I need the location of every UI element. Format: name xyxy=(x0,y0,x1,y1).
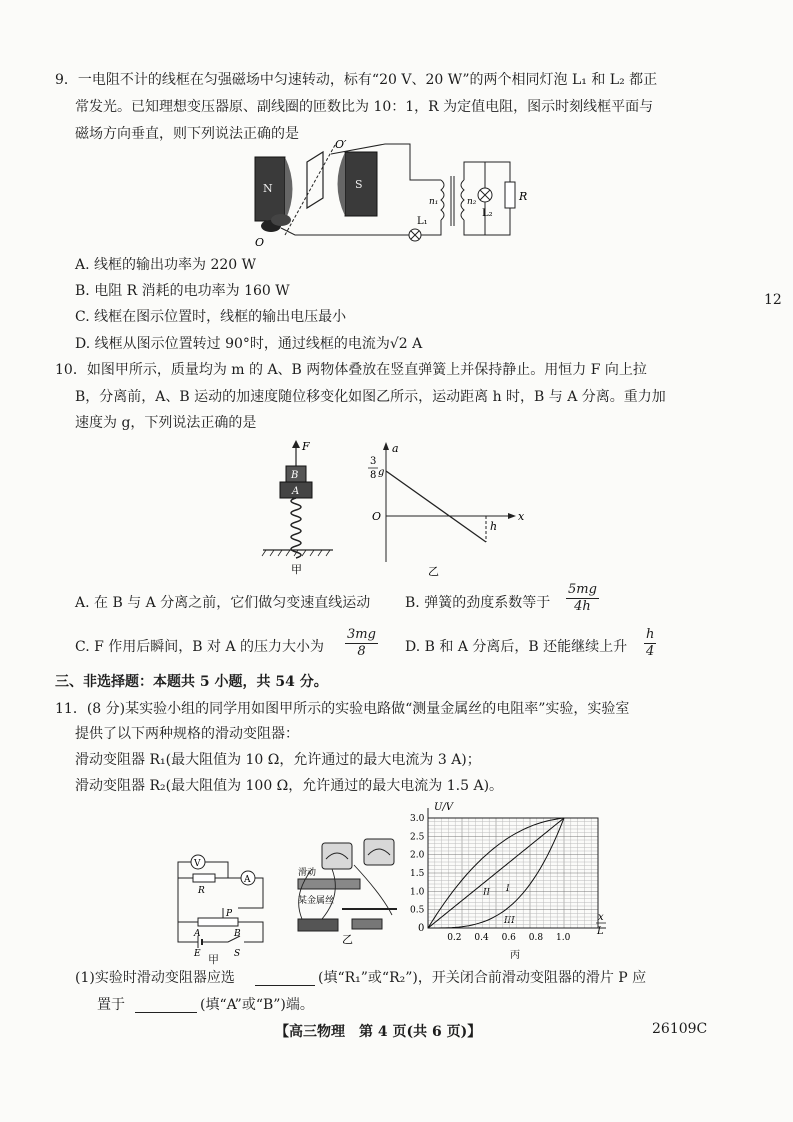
end-a-label: A xyxy=(194,929,201,939)
q9-option-c: C. 线框在图示位置时，线框的输出电压最小 xyxy=(75,309,347,325)
q11-circuit-figure xyxy=(168,848,278,958)
answer-blank-2[interactable] xyxy=(135,1012,197,1013)
section-heading: 三、非选择题：本题共 5 小题，共 54 分。 xyxy=(55,674,328,690)
graph-caption: 丙 xyxy=(510,950,520,960)
answer-blank-1[interactable] xyxy=(255,985,315,986)
voltmeter-label: V xyxy=(194,859,201,869)
curve-iii-label: III xyxy=(504,916,515,926)
q10-option-d: D. B 和 A 分离后，B 还能继续上升 xyxy=(405,639,628,655)
north-pole-label: N xyxy=(263,182,273,195)
q10-option-c: C. F 作用后瞬间，B 对 A 的压力大小为 xyxy=(75,639,325,655)
q11-stem-line-1: 11．(8 分)某实验小组的同学用如图甲所示的实验电路做“测量金属丝的电阻率”实验，实验室 xyxy=(55,701,630,717)
resistor-label: R xyxy=(198,886,205,896)
q11-stem-line-2: 提供了以下两种规格的滑动变阻器： xyxy=(75,726,299,742)
q9-option-a: A. 线框的输出功率为 220 W xyxy=(75,257,257,273)
q9-stem-line-1: 9．一电阻不计的线框在匀强磁场中匀速转动，标有“20 V、20 W”的两个相同灯泡 L₁ 和 L₂ 都正 xyxy=(55,72,658,88)
x-frac-den: L xyxy=(597,926,604,937)
resistor-r-label: R xyxy=(519,190,528,203)
q10-stem-line-3: 速度为 g，下列说法正确的是 xyxy=(75,415,257,431)
x-tick-label: 0.8 xyxy=(528,933,544,943)
slider-p-label: P xyxy=(226,909,233,919)
force-f-label: F xyxy=(302,440,310,453)
paper-code: 26109C xyxy=(652,1021,708,1037)
y-tick-label: 0.5 xyxy=(410,905,425,916)
ammeter-label: A xyxy=(244,875,251,885)
q10-option-b-fraction xyxy=(566,582,599,615)
axis-o-prime: O′ xyxy=(335,140,347,151)
b-frac-den: 4h xyxy=(574,599,591,614)
q11-sub1-text-b: (填“R₁”或“R₂”)，开关闭合前滑动变阻器的滑片 P 应 xyxy=(318,970,647,986)
b-frac-num: 5mg xyxy=(568,582,597,597)
figure-jia-caption: 甲 xyxy=(291,563,302,576)
d-frac-den: 4 xyxy=(646,644,655,659)
q11-sub1-text-d: (填“A”或“B”)端。 xyxy=(200,997,314,1013)
q10-option-a: A. 在 B 与 A 分离之前，它们做匀变速直线运动 xyxy=(75,595,371,611)
curve-ii-label: II xyxy=(483,888,491,898)
origin-label: O xyxy=(372,510,382,523)
figure-yi-caption: 乙 xyxy=(428,565,439,578)
c-frac-den: 8 xyxy=(357,644,366,659)
y-tick-label: 1.5 xyxy=(410,869,425,879)
y-tick-label: 2.0 xyxy=(410,850,425,861)
apparatus-label-1: 滑动 xyxy=(298,868,317,878)
x-tick-label: 0.6 xyxy=(501,933,516,943)
q10-accel-graph xyxy=(362,440,532,580)
page-footer: 【高三物理 第 4 页(共 6 页)】 xyxy=(275,1024,482,1040)
x-axis-label: x xyxy=(518,510,525,523)
curve-i-label: I xyxy=(506,884,510,894)
q10-stem-line-2: B，分离前，A、B 运动的加速度随位移变化如图乙所示，运动距离 h 时，B 与 A 分离。重力加 xyxy=(75,389,666,405)
x-tick-label: 0.4 xyxy=(474,933,489,943)
battery-e-label: E xyxy=(194,949,201,958)
lamp-l1-label: L₁ xyxy=(417,216,428,227)
q11-stem-line-4: 滑动变阻器 R₂(最大阻值为 100 Ω，允许通过的最大电流为 1.5 A)。 xyxy=(75,778,504,794)
q9-stem-line-2: 常发光。已知理想变压器原、副线圈的匝数比为 10：1，R 为定值电阻，图示时刻线框平面与 xyxy=(75,99,654,115)
margin-number: 12 xyxy=(764,292,782,308)
d-frac-num: h xyxy=(646,627,655,642)
q9-option-b: B. 电阻 R 消耗的电功率为 160 W xyxy=(75,283,290,299)
q9-generator-figure xyxy=(245,140,535,252)
q11-u-graph xyxy=(408,800,613,960)
switch-s-label: S xyxy=(234,949,241,958)
q10-spring-figure xyxy=(258,438,338,578)
y-tick-label: 1.0 xyxy=(410,887,425,898)
q11-apparatus-figure xyxy=(292,835,404,945)
y-tick-label: 3.0 xyxy=(410,814,425,824)
frac-num: 3 xyxy=(370,456,377,467)
q10-option-d-fraction xyxy=(644,627,656,660)
n1-label: n₁ xyxy=(429,197,439,207)
south-pole-label: S xyxy=(355,178,363,191)
block-a-label: A xyxy=(292,486,300,497)
y-tick-label: 2.5 xyxy=(410,832,425,843)
q11-sub1-text-c: 置于 xyxy=(97,997,125,1013)
h-label: h xyxy=(490,520,498,533)
n2-label: n₂ xyxy=(467,197,477,207)
graph-origin-label: 0 xyxy=(418,923,425,934)
a-axis-label: a xyxy=(392,442,399,455)
block-b-label: B xyxy=(291,470,299,481)
apparatus-caption: 乙 xyxy=(342,933,353,945)
q9-option-d: D. 线框从图示位置转过 90°时，通过线框的电流为√2 A xyxy=(75,336,423,352)
q10-option-b: B. 弹簧的劲度系数等于 xyxy=(405,595,551,611)
frac-den: 8 xyxy=(370,470,377,481)
lamp-l2-label: L₂ xyxy=(482,208,493,219)
end-b-label: B xyxy=(234,929,241,939)
x-tick-label: 0.2 xyxy=(447,933,462,943)
q10-stem-line-1: 10．如图甲所示，质量均为 m 的 A、B 两物体叠放在竖直弹簧上并保持静止。用恒力 F 向上拉 xyxy=(55,362,647,378)
u-axis-label: U/V xyxy=(434,802,454,813)
x-tick-label: 1.0 xyxy=(556,933,571,943)
q10-option-c-fraction xyxy=(345,627,378,660)
q9-stem-line-3: 磁场方向垂直，则下列说法正确的是 xyxy=(75,126,299,142)
q11-fig-jia-caption: 甲 xyxy=(208,953,219,966)
x-frac-num: x xyxy=(598,912,604,923)
c-frac-num: 3mg xyxy=(347,627,376,642)
axis-o: O xyxy=(255,236,265,249)
g-label: g xyxy=(378,467,385,478)
q11-sub1-text-a: (1)实验时滑动变阻器应选 xyxy=(75,970,235,986)
apparatus-label-2: 某金属丝 xyxy=(298,896,335,906)
q11-stem-line-3: 滑动变阻器 R₁(最大阻值为 10 Ω，允许通过的最大电流为 3 A)； xyxy=(75,752,481,768)
